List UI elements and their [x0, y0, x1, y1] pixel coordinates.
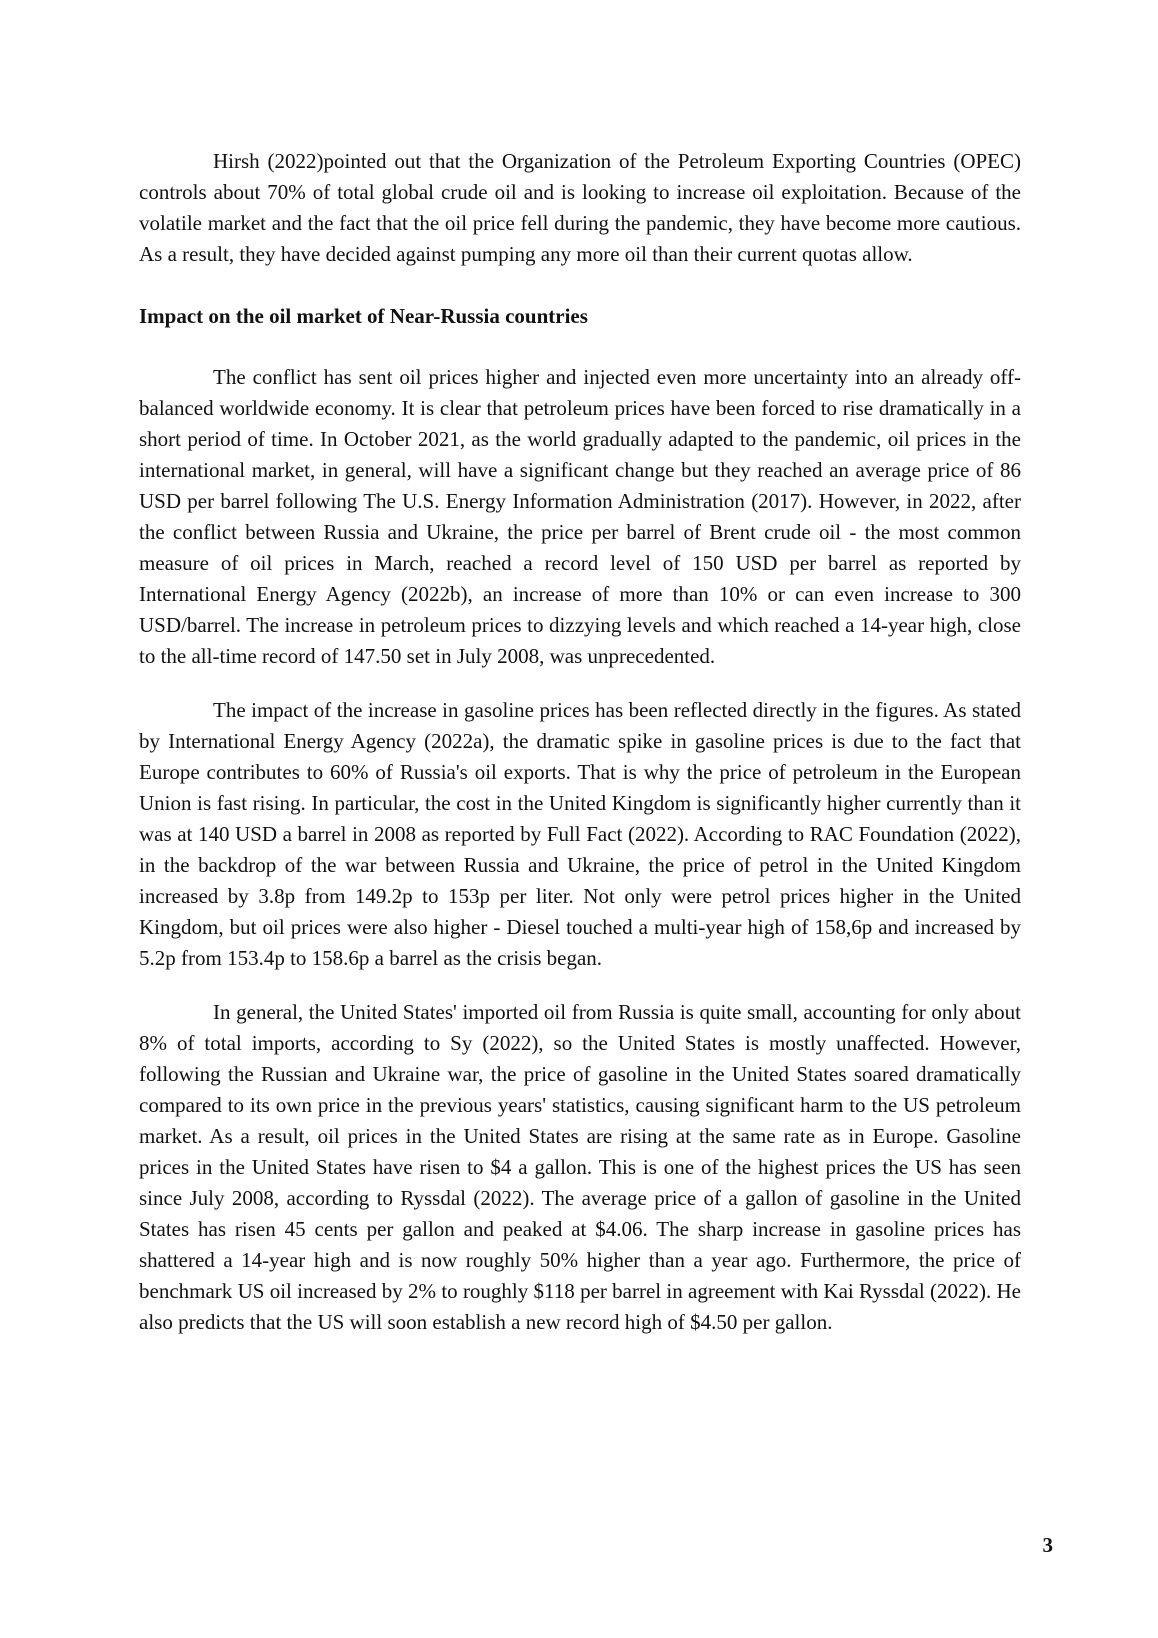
paragraph-gasoline: The impact of the increase in gasoline prices has been reflected directly in the figures. As stated by International Energy Agency (2022a), the dramatic spike in gasoline prices is due to the fact that Europe contributes to 60% of Russia's oil exports. That is why the price of petroleum in the European Union is fast rising. In particular, the cost in the United Kingdom is significantly higher currently than it was at 140 USD a barrel in 2008 as reported by Full Fact (2022). According to RAC Foundation (2022), in the backdrop of the war between Russia and Ukraine, the price of petrol in the United Kingdom increased by 3.8p from 149.2p to 153p per liter. Not only were petrol prices higher in the United Kingdom, but oil prices were also higher - Diesel touched a multi-year high of 158,6p and increased by 5.2p from 153.4p to 158.6p a barrel as the crisis began.: [139, 698, 1021, 970]
paragraph-united-states: In general, the United States' imported oil from Russia is quite small, accounting for only about 8% of total imports, according to Sy (2022), so the United States is mostly unaffected. However, following the Russian and Ukraine war, the price of gasoline in the United States soared dramatically compared to its own price in the previous years' statistics, causing significant harm to the US petroleum market. As a result, oil prices in the United States are rising at the same rate as in Europe. Gasoline prices in the United States have risen to $4 a gallon. This is one of the highest prices the US has seen since July 2008, according to Ryssdal (2022). The average price of a gallon of gasoline in the United States has risen 45 cents per gallon and peaked at $4.06. The sharp increase in gasoline prices has shattered a 14-year high and is now roughly 50% higher than a year ago. Furthermore, the price of benchmark US oil increased by 2% to roughly $118 per barrel in agreement with Kai Ryssdal (2022). He also predicts that the US will soon establish a new record high of $4.50 per gallon.: [139, 1000, 1021, 1334]
page-content: [139, 146, 1021, 1338]
section-heading: Impact on the oil market of Near-Russia countries: [139, 304, 588, 328]
paragraph-opec: Hirsh (2022)pointed out that the Organization of the Petroleum Exporting Countries (OPEC) controls about 70% of total global crude oil and is looking to increase oil exploitation. Because of the volatile market and the fact that the oil price fell during the pandemic, they have become more cautious. As a result, they have decided against pumping any more oil than their current quotas allow.: [139, 149, 1021, 266]
page-number: 3: [1042, 1533, 1053, 1557]
paragraph-conflict: The conflict has sent oil prices higher and injected even more uncertainty into an already off-balanced worldwide economy. It is clear that petroleum prices have been forced to rise dramatically in a short period of time. In October 2021, as the world gradually adapted to the pandemic, oil prices in the international market, in general, will have a significant change but they reached an average price of 86 USD per barrel following The U.S. Energy Information Administration (2017). However, in 2022, after the conflict between Russia and Ukraine, the price per barrel of Brent crude oil - the most common measure of oil prices in March, reached a record level of 150 USD per barrel as reported by International Energy Agency (2022b), an increase of more than 10% or can even increase to 300 USD/barrel. The increase in petroleum prices to dizzying levels and which reached a 14-year high, close to the all-time record of 147.50 set in July 2008, was unprecedented.: [139, 365, 1021, 668]
